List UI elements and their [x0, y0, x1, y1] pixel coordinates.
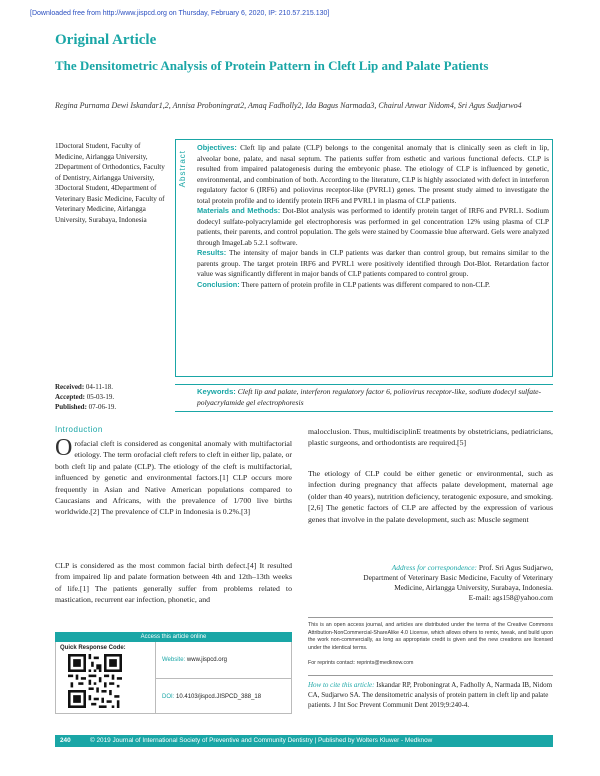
keywords-label: Keywords: — [197, 387, 236, 396]
intro-right-paragraph-1: malocclusion. Thus, multidisciplinE treatments by obstetricians, pediatricians, plastic surgeons, and orthodontists are required.[5] — [308, 427, 553, 448]
reprints-text: For reprints contact: reprints@medknow.com — [308, 660, 414, 666]
results-label: Results: — [197, 248, 227, 257]
methods-text: Dot-Blot analysis was performed to identify protein target of IRF6 and PVRL1. Sodium dodecyl sulfate-polyacrylamide gel electrophoresis was performed in gel concentration 12% using plasma of CLP patients, their parents, and control population. The gels were stained by Coomassie blue afterward. Gels were analyzed through ImageLab 5.2.1 software. — [197, 206, 549, 247]
qr-label: Quick Response Code: — [60, 645, 126, 651]
how-to-cite — [308, 675, 553, 710]
conclusion-label: Conclusion: — [197, 279, 240, 289]
abstract-body — [197, 143, 549, 290]
keywords — [197, 387, 549, 408]
cite-text: Iskandar RP, Proboningrat A, Fadholly A, Narmada IB, Nidom CA, Sudjarwo SA. The densitometric analysis of protein pattern in cleft lip and palate patients. J Int Soc Prevent Communit Dent 2019;9:240-4. — [308, 681, 553, 709]
affiliations: 1Doctoral Student, Faculty of Medicine, Airlangga University, 2Department of Orthodontics, Faculty of Dentistry, Airlangga University, 3Doctoral Student, 4Department of Veterinary Basic Medicine, Faculty of Veterinary Medicine, Airlangga University, Surabaya, Indonesia — [55, 142, 165, 224]
doi — [162, 694, 261, 700]
qr-code-icon[interactable] — [68, 654, 122, 708]
page-number: 240 — [60, 737, 71, 744]
objectives-label: Objectives: — [197, 143, 237, 152]
website-link[interactable]: www.jispcd.org — [186, 657, 227, 663]
cite-label: How to cite this article: — [308, 681, 375, 689]
access-divider-horizontal — [155, 678, 292, 679]
results-text: The intensity of major bands in CLP patients was darker than control group, but remains similar to the parents group. The target protein IRF6 and PVRL1 were positively identified through Dot-Blot. Retardation factor value was significantly different in major bands of CLP patients compared to control group. — [197, 248, 549, 278]
correspondence-line1: Department of Veterinary Basic Medicine, Faculty of Veterinary — [363, 573, 553, 582]
authors: Regina Purnama Dewi Iskandar1,2, Annisa Proboningrat2, Amaq Fadholly2, Ida Bagus Narmada3, Chairul Anwar Nidom4, Sri Agus Sudjarwo4 — [55, 101, 522, 110]
abstract-label: Abstract — [178, 150, 187, 188]
correspondence-email[interactable]: E-mail: ags158@yahoo.com — [468, 593, 553, 602]
received-label: Received: — [55, 383, 85, 391]
correspondence-line2: Medicine, Airlangga University, Surabaya, Indonesia. — [394, 583, 553, 592]
website — [162, 657, 227, 663]
article-dates — [55, 382, 116, 412]
access-heading: Access this article online — [55, 632, 292, 642]
intro-right-paragraph-2: The etiology of CLP could be either genetic or environmental, such as infection during pregnancy that affects palate development, maternal age (older than 40 years), nutrition deficiency, teratogenic exposure, and smoking.[2,6] The genetic factors of CLP are affected by the expression of various genes that involve in the palate development, such as: Muscle segment — [308, 469, 553, 524]
intro-heading: Introduction — [55, 425, 103, 434]
article-title: The Densitometric Analysis of Protein Pattern in Cleft Lip and Palate Patients — [55, 58, 489, 73]
correspondence — [308, 563, 553, 603]
accepted-label: Accepted: — [55, 393, 85, 401]
correspondence-name: Prof. Sri Agus Sudjarwo, — [478, 563, 553, 572]
intro-left-text-1: rofacial cleft is considered as congenital anomaly with multifactorial etiology. The term orofacial cleft refers to cleft in either lip, palate, or both cleft lip and palate (CLP). The etiology of the cleft is multifactorial, influenced by genetic and environmental factors.[1] CLP occurs more frequently in Asian and Native American populations compared to Caucasians and Africans, with the prevalence of 1/700 live births worldwide.[2] The prevalence of CLP in Indonesia is 0.2%.[3] — [55, 439, 292, 517]
intro-left-paragraph-2: CLP is considered as the most common facial birth defect.[4] It resulted from impaired lip and palate formation between 4th and 12th–13th weeks of life.[1] The patients generally suffer from problems related to mastication, recurrent ear infection, phonetic, and — [55, 561, 292, 605]
methods-label: Materials and Methods: — [197, 206, 281, 215]
download-note[interactable]: [Downloaded free from http://www.jispcd.org on Thursday, February 6, 2020, IP: 210.57.215.130] — [30, 10, 330, 17]
license-text: This is an open access journal, and articles are distributed under the terms of the Creative Commons Attribution-NonCommercial-ShareAlike 4.0 License, which allows others to remix, tweak, and build upon the work non-commercially, as long as appropriate credit is given and the new creations are licensed under the identical terms. — [308, 617, 553, 652]
objectives-text: Cleft lip and palate (CLP) belongs to the congenital anomaly that is clinically seen as cleft in lip, alveolar bone, palate, and nasal septum. The patients suffer from esthetic and various functional defects. CLP is resulted from impaired palatogenesis during the embryonic phase. The etiology of CLP is influenced by genetic, environmental, and combination of both. According to the literature, CLP is highly associated with defect in interferon regulatory factor 6 (IRF6) and poliovirus receptor-like (PVRL1) genes. The present study aimed to investigate the total protein profile and to identify protein IRF6 and PVRL1 in plasma of CLP patients. — [197, 143, 549, 205]
section-title: Original Article — [55, 32, 157, 48]
published-date: 07-06-19. — [88, 403, 117, 411]
conclusion-text: There pattern of protein profile in CLP patients was different compared to non-CLP. — [241, 279, 490, 289]
footer-text: © 2019 Journal of International Society of Preventive and Community Dentistry | Published by Wolters Kluwer - Medknow — [90, 737, 433, 744]
doi-value[interactable]: 10.4103/jispcd.JISPCD_388_18 — [176, 694, 262, 700]
accepted-date: 05-03-19. — [86, 393, 115, 401]
dropcap: O — [55, 435, 73, 461]
published-label: Published: — [55, 403, 87, 411]
doi-label: DOI: — [162, 694, 175, 700]
keywords-text: Cleft lip and palate, interferon regulatory factor 6, poliovirus receptor-like, sodium dodecyl sulfate-polyacrylamide gel electrophoresis — [197, 387, 542, 407]
received-date: 04-11-18. — [85, 383, 114, 391]
website-label: Website: — [162, 657, 186, 663]
intro-left-paragraph-1 — [55, 435, 292, 518]
correspondence-label: Address for correspondence: — [391, 563, 478, 572]
